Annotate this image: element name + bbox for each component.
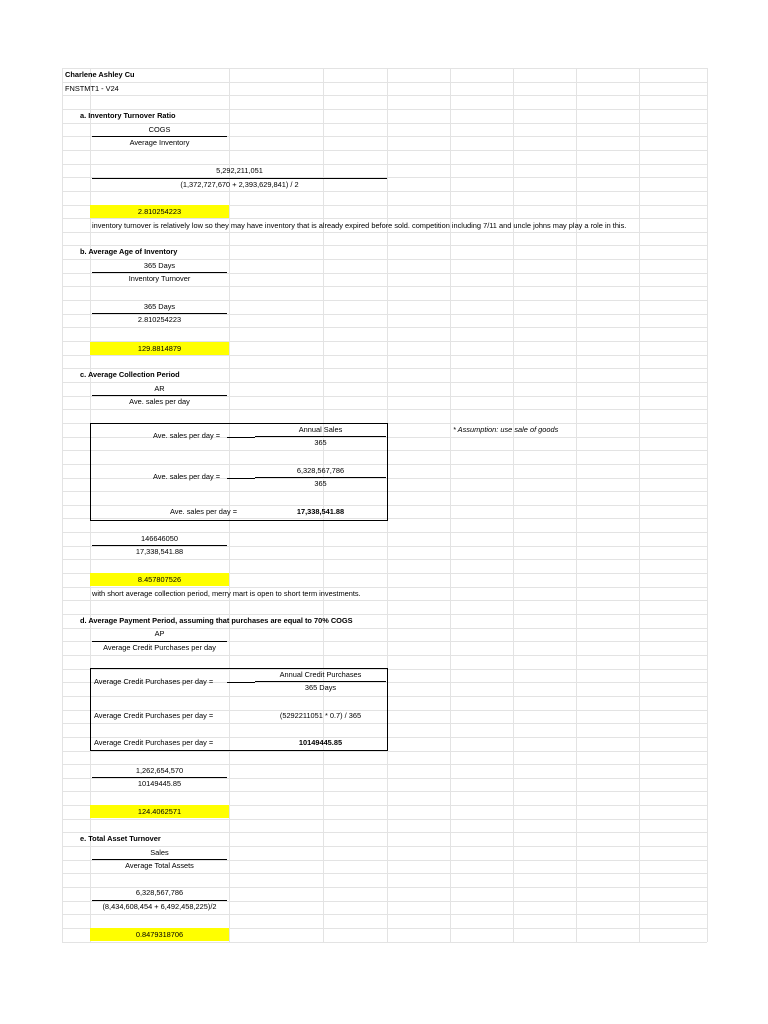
section-d-numerator: AP (154, 629, 165, 638)
box-formula: (5292211051 * 0.7) / 365 (279, 711, 362, 720)
label-line (227, 682, 255, 683)
section-a-result: 2.810254223 (137, 207, 182, 216)
section-e-title: e. Total Asset Turnover (80, 834, 161, 843)
course-code: FNSTMT1 - V24 (65, 84, 119, 93)
grid-row-line (62, 355, 707, 356)
section-b-denominator: Inventory Turnover (128, 274, 191, 283)
section-c-comment: with short average collection period, merry mart is open to short term investments. (92, 589, 361, 598)
grid-row-line (62, 600, 707, 601)
section-b-numerator-value: 365 Days (143, 302, 176, 311)
grid-row-line (62, 82, 707, 83)
box-label: Ave. sales per day = (153, 431, 221, 440)
section-b-title: b. Average Age of Inventory (80, 247, 178, 256)
grid-row-line (62, 791, 707, 792)
box-numerator-value: 6,328,567,786 (296, 466, 345, 475)
section-b-result: 129.8814879 (137, 344, 182, 353)
section-c-numerator-value: 146646050 (141, 534, 178, 543)
author-name: Charlene Ashley Cu (65, 70, 135, 79)
grid-row-line (62, 819, 707, 820)
grid-row-line (62, 327, 707, 328)
grid-row-line (62, 232, 707, 233)
section-d-numerator-value: 1,262,654,570 (135, 766, 184, 775)
box-numerator: Annual Sales (298, 425, 343, 434)
grid-row-line (62, 409, 707, 410)
section-e-result: 0.8479318706 (135, 930, 184, 939)
box-label: Ave. sales per day = (153, 472, 221, 481)
section-c-denominator-value: 17,338,541.88 (135, 547, 184, 556)
box-result: 17,338,541.88 (296, 507, 345, 516)
section-a-title: a. Inventory Turnover Ratio (80, 111, 176, 120)
section-d-result: 124.4062571 (137, 807, 182, 816)
section-a-numerator: COGS (148, 125, 171, 134)
box-label: Average Credit Purchases per day = (94, 738, 214, 747)
box-numerator: Annual Credit Purchases (279, 670, 362, 679)
grid-row-line (62, 95, 707, 96)
label-line (227, 437, 255, 438)
grid-row-line (62, 68, 707, 69)
grid-row-line (62, 150, 707, 151)
grid-col-line (707, 68, 708, 942)
grid-row-line (62, 942, 707, 943)
section-a-comment: inventory turnover is relatively low so they may have inventory that is already expired before sold. competition including 7/11 and uncle johns may play a role in this. (92, 221, 627, 230)
section-e-denominator: Average Total Assets (125, 861, 194, 870)
box-denominator: 365 Days (304, 683, 337, 692)
grid-row-line (62, 559, 707, 560)
section-c-denominator: Ave. sales per day (129, 397, 190, 406)
section-d-denominator-value: 10149445.85 (137, 779, 182, 788)
grid-row-line (62, 873, 707, 874)
section-d-denominator: Average Credit Purchases per day (103, 643, 216, 652)
section-a-denominator-value: (1,372,727,670 + 2,393,629,841) / 2 (180, 180, 299, 189)
section-c-title: c. Average Collection Period (80, 370, 180, 379)
box-result: 10149445.85 (298, 738, 343, 747)
grid-row-line (62, 914, 707, 915)
box-label: Average Credit Purchases per day = (94, 711, 214, 720)
section-e-numerator-value: 6,328,567,786 (135, 888, 184, 897)
section-b-denominator-value: 2.810254223 (137, 315, 182, 324)
section-c-numerator: AR (154, 384, 165, 393)
section-a-numerator-value: 5,292,211,051 (216, 166, 263, 175)
section-a-denominator: Average Inventory (129, 138, 190, 147)
box-denominator-value: 365 (314, 479, 327, 488)
box-denominator: 365 (314, 438, 327, 447)
section-d-title: d. Average Payment Period, assuming that purchases are equal to 70% COGS (80, 616, 353, 625)
grid-row-line (62, 218, 707, 219)
label-line (227, 478, 255, 479)
box-label: Average Credit Purchases per day = (94, 677, 214, 686)
section-b-numerator: 365 Days (143, 261, 176, 270)
spreadsheet (62, 68, 707, 942)
section-e-denominator-value: (8,434,608,454 + 6,492,458,225)/2 (102, 902, 217, 911)
section-c-result: 8.457807526 (137, 575, 182, 584)
box-label: Ave. sales per day = (170, 507, 238, 516)
grid-row-line (62, 655, 707, 656)
grid-row-line (62, 191, 707, 192)
assumption-note: * Assumption: use sale of goods (453, 425, 559, 434)
grid-row-line (62, 751, 707, 752)
grid-row-line (62, 286, 707, 287)
section-e-numerator: Sales (150, 848, 169, 857)
